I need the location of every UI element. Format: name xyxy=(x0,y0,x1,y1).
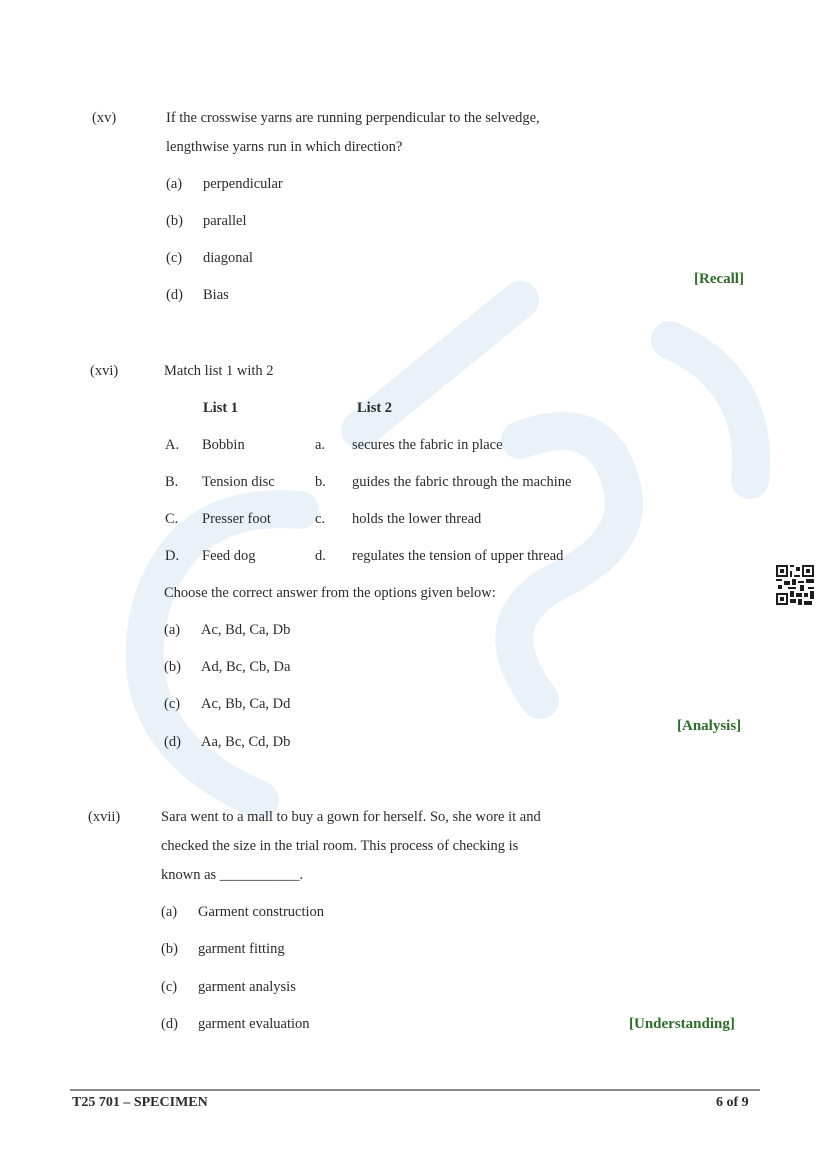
question-number: (xvi) xyxy=(90,363,119,379)
match-row-item: Feed dog xyxy=(202,548,256,564)
question-number: (xvii) xyxy=(88,809,121,825)
paper-code: T25 701 – SPECIMEN xyxy=(72,1095,208,1110)
option-text: Bias xyxy=(203,287,229,303)
option-label: (a) xyxy=(166,176,183,192)
match-row-item: Presser foot xyxy=(202,511,271,527)
list1-header: List 1 xyxy=(203,400,239,416)
question-text-line: If the crosswise yarns are running perpendicular to the selvedge, xyxy=(166,110,540,126)
match-row-letter: a. xyxy=(315,437,326,453)
match-row-letter: C. xyxy=(165,511,179,527)
match-row-item: Bobbin xyxy=(202,437,245,453)
option-label: (d) xyxy=(164,734,181,750)
question-text-line: known as ___________. xyxy=(161,867,304,883)
cognitive-tag: [Understanding] xyxy=(629,1016,735,1032)
question-text-line: checked the size in the trial room. This process of checking is xyxy=(161,838,519,854)
option-text: parallel xyxy=(203,213,247,229)
option-text: diagonal xyxy=(203,250,253,266)
match-row-letter: d. xyxy=(315,548,326,564)
question-text-line: Sara went to a mall to buy a gown for herself. So, she wore it and xyxy=(161,809,541,825)
match-row-description: secures the fabric in place xyxy=(352,437,503,453)
option-text: garment analysis xyxy=(198,979,296,995)
match-row-description: guides the fabric through the machine xyxy=(352,474,572,490)
option-label: (b) xyxy=(166,213,183,229)
match-row-description: holds the lower thread xyxy=(352,511,482,527)
option-label: (c) xyxy=(164,696,181,712)
option-text: Ac, Bb, Ca, Dd xyxy=(201,696,291,712)
match-row-letter: A. xyxy=(165,437,180,453)
page-number: 6 of 9 xyxy=(716,1095,749,1110)
question-instruction: Choose the correct answer from the options given below: xyxy=(164,585,496,601)
option-text: Aa, Bc, Cd, Db xyxy=(201,734,291,750)
question-text-line: lengthwise yarns run in which direction? xyxy=(166,139,403,155)
option-label: (d) xyxy=(166,287,183,303)
match-row-item: Tension disc xyxy=(202,474,275,490)
list2-header: List 2 xyxy=(357,400,393,416)
option-label: (a) xyxy=(161,904,178,920)
option-label: (b) xyxy=(164,659,181,675)
option-text: perpendicular xyxy=(203,176,283,192)
match-row-letter: c. xyxy=(315,511,326,527)
cognitive-tag: [Recall] xyxy=(694,271,744,287)
option-label: (c) xyxy=(166,250,183,266)
match-row-letter: D. xyxy=(165,548,180,564)
match-row-letter: b. xyxy=(315,474,326,490)
option-text: garment evaluation xyxy=(198,1016,310,1032)
cognitive-tag: [Analysis] xyxy=(677,718,742,734)
option-label: (a) xyxy=(164,622,181,638)
footer-divider xyxy=(70,1089,760,1091)
option-label: (b) xyxy=(161,941,178,957)
match-row-description: regulates the tension of upper thread xyxy=(352,548,564,564)
qr-code-icon xyxy=(776,565,814,605)
option-text: Ac, Bd, Ca, Db xyxy=(201,622,291,638)
match-row-letter: B. xyxy=(165,474,179,490)
option-text: Garment construction xyxy=(198,904,325,920)
option-label: (c) xyxy=(161,979,178,995)
question-number: (xv) xyxy=(92,110,117,126)
option-text: Ad, Bc, Cb, Da xyxy=(201,659,291,675)
question-text-line: Match list 1 with 2 xyxy=(164,363,274,379)
option-label: (d) xyxy=(161,1016,178,1032)
option-text: garment fitting xyxy=(198,941,285,957)
